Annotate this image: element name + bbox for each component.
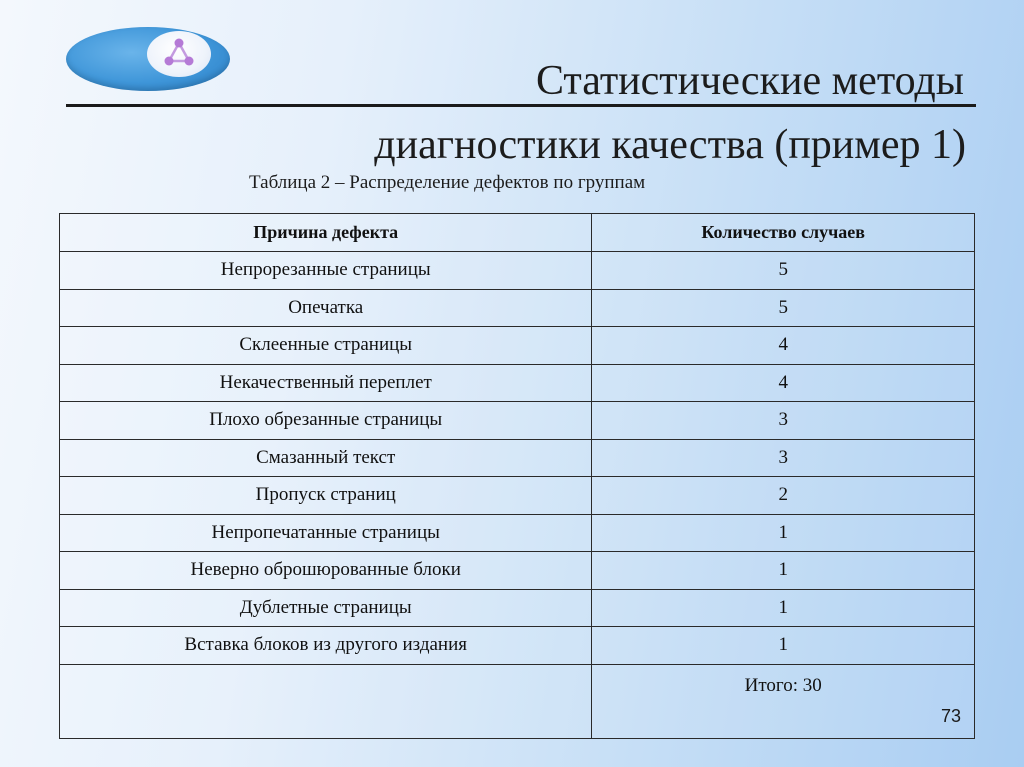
cause-cell: Некачественный переплет (60, 364, 592, 402)
table-row (60, 327, 975, 365)
table-row (60, 477, 975, 515)
cause-cell: Плохо обрезанные страницы (60, 402, 592, 440)
count-cell: 4 (592, 327, 975, 365)
table-row (60, 514, 975, 552)
count-cell: 1 (592, 627, 975, 665)
count-cell: 2 (592, 477, 975, 515)
cause-cell: Вставка блоков из другого издания (60, 627, 592, 665)
cause-cell: Пропуск страниц (60, 477, 592, 515)
table-row (60, 439, 975, 477)
table-row (60, 252, 975, 290)
page-number: 73 (941, 706, 962, 726)
triangle-nodes-icon (147, 31, 211, 77)
count-cell: 3 (592, 439, 975, 477)
cause-cell: Смазанный текст (60, 439, 592, 477)
table-header-row (60, 214, 975, 252)
header-count: Количество случаев (592, 214, 975, 252)
header-cause: Причина дефекта (60, 214, 592, 252)
total-empty-cell (60, 664, 592, 738)
table-row (60, 589, 975, 627)
title-divider (66, 104, 976, 107)
total-cell: Итого: 30 (592, 664, 975, 738)
defects-table (59, 213, 975, 739)
count-cell: 4 (592, 364, 975, 402)
table-total-row (60, 664, 975, 738)
cause-cell: Склеенные страницы (60, 327, 592, 365)
cause-cell: Опечатка (60, 289, 592, 327)
table-row (60, 552, 975, 590)
count-cell: 1 (592, 589, 975, 627)
cause-cell: Непрорезанные страницы (60, 252, 592, 290)
cause-cell: Непропечатанные страницы (60, 514, 592, 552)
count-cell: 5 (592, 289, 975, 327)
cause-cell: Дублетные страницы (60, 589, 592, 627)
logo-badge (147, 31, 211, 77)
page-title-line1: Статистические методы (535, 58, 964, 104)
table-caption: Таблица 2 – Распределение дефектов по группам (249, 172, 646, 193)
table-row (60, 289, 975, 327)
page-title-line2: диагностики качества (пример 1) (374, 122, 966, 168)
table-row (60, 627, 975, 665)
count-cell: 1 (592, 514, 975, 552)
count-cell: 3 (592, 402, 975, 440)
table-row (60, 364, 975, 402)
table-row (60, 402, 975, 440)
cause-cell: Неверно оброшюрованные блоки (60, 552, 592, 590)
count-cell: 5 (592, 252, 975, 290)
count-cell: 1 (592, 552, 975, 590)
